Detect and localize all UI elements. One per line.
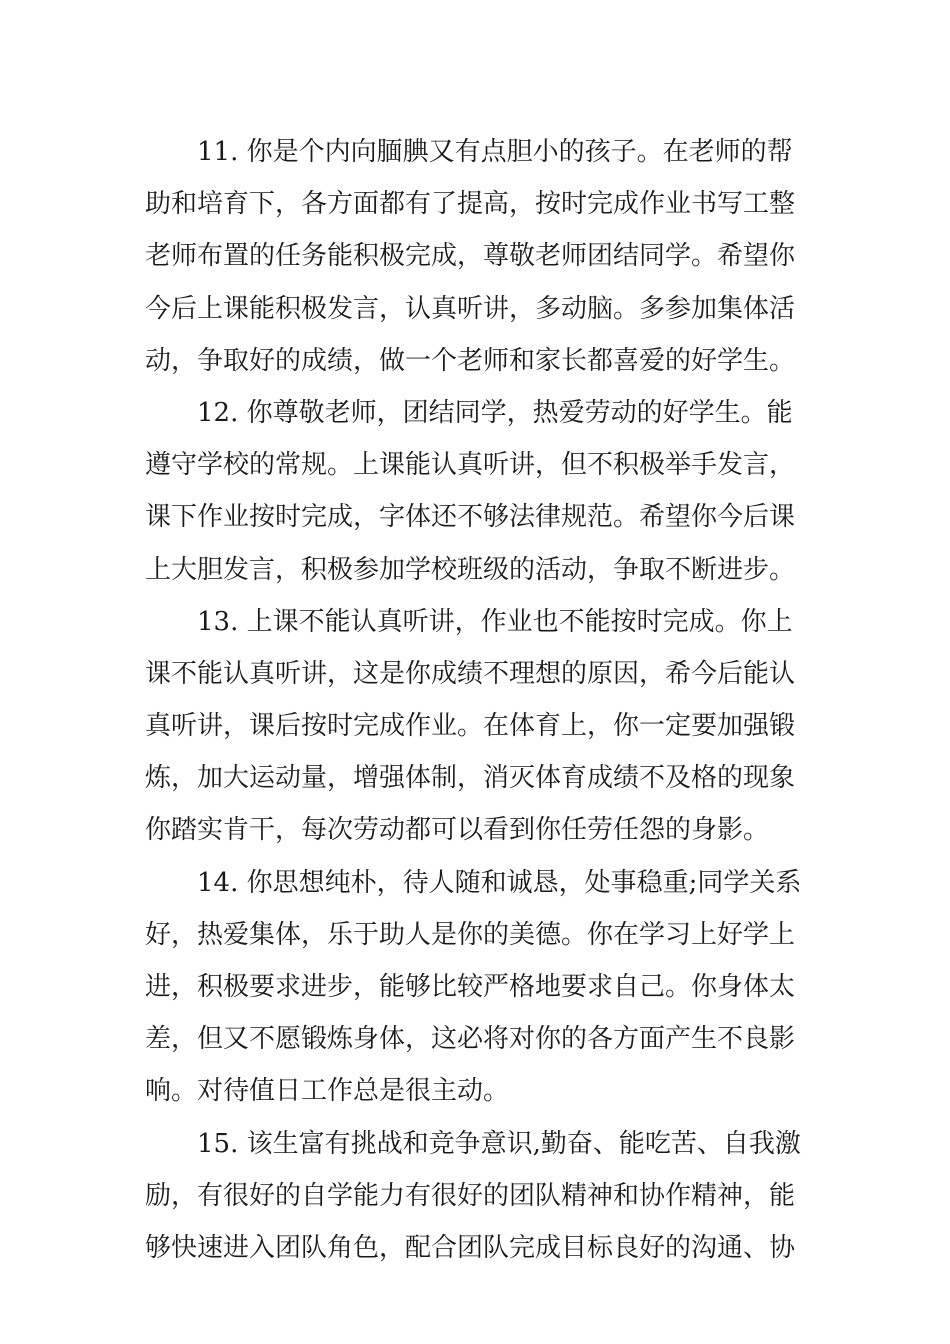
paragraph-12 [145,387,807,596]
paragraph-line: 进，积极要求进步，能够比较严格地要求自己。你身体太 [145,972,796,1002]
paragraph-line: 好，热爱集体，乐于助人是你的美德。你在学习上好学上 [145,919,796,950]
paragraph-line: 你踏实肯干，每次劳动都可以看到你任劳任怨的身影。 [145,815,770,846]
paragraph-line: 励，有很好的自学能力有很好的团队精神和协作精神，能 [145,1180,796,1211]
paragraph-line: 15. 该生富有挑战和竞争意识,勤奋、能吃苦、自我激 [197,1128,801,1159]
paragraph-15 [145,1118,807,1275]
paragraph-line: 响。对待值日工作总是很主动。 [145,1076,510,1107]
paragraph-line: 遵守学校的常规。上课能认真听讲，但不积极举手发言， [145,450,796,481]
paragraph-13 [145,596,807,857]
paragraph-line: 13. 上课不能认真听讲，作业也不能按时完成。你上 [197,606,793,637]
paragraph-line: 14. 你思想纯朴，待人随和诚恳，处事稳重;同学关系 [197,867,802,898]
paragraph-line: 12. 你尊敬老师，团结同学，热爱劳动的好学生。能 [197,397,793,428]
paragraph-line: 11. 你是个内向腼腆又有点胆小的孩子。在老师的帮 [197,137,793,167]
document-body [145,126,807,1274]
paragraph-line: 差，但又不愿锻炼身体，这必将对你的各方面产生不良影 [145,1024,796,1055]
paragraph-line: 课下作业按时完成，字体还不够法律规范。希望你今后课 [145,502,796,533]
paragraph-line: 炼，加大运动量，增强体制，消灭体育成绩不及格的现象 [145,763,796,794]
paragraph-line: 动，争取好的成绩，做一个老师和家长都喜爱的好学生。 [145,345,796,376]
paragraph-line: 真听讲，课后按时完成作业。在体育上，你一定要加强锻 [145,711,796,742]
paragraph-line: 老师布置的任务能积极完成，尊敬老师团结同学。希望你 [145,241,796,272]
paragraph-line: 够快速进入团队角色，配合团队完成目标良好的沟通、协 [145,1232,796,1263]
paragraph-14 [145,857,807,1118]
paragraph-line: 上大胆发言，积极参加学校班级的活动，争取不断进步。 [145,554,796,585]
paragraph-line: 课不能认真听讲，这是你成绩不理想的原因，希今后能认 [145,658,796,689]
paragraph-line: 今后上课能积极发言，认真听讲，多动脑。多参加集体活 [145,293,796,324]
paragraph-11 [145,126,807,387]
paragraph-line: 助和培育下，各方面都有了提高，按时完成作业书写工整 [145,189,796,220]
